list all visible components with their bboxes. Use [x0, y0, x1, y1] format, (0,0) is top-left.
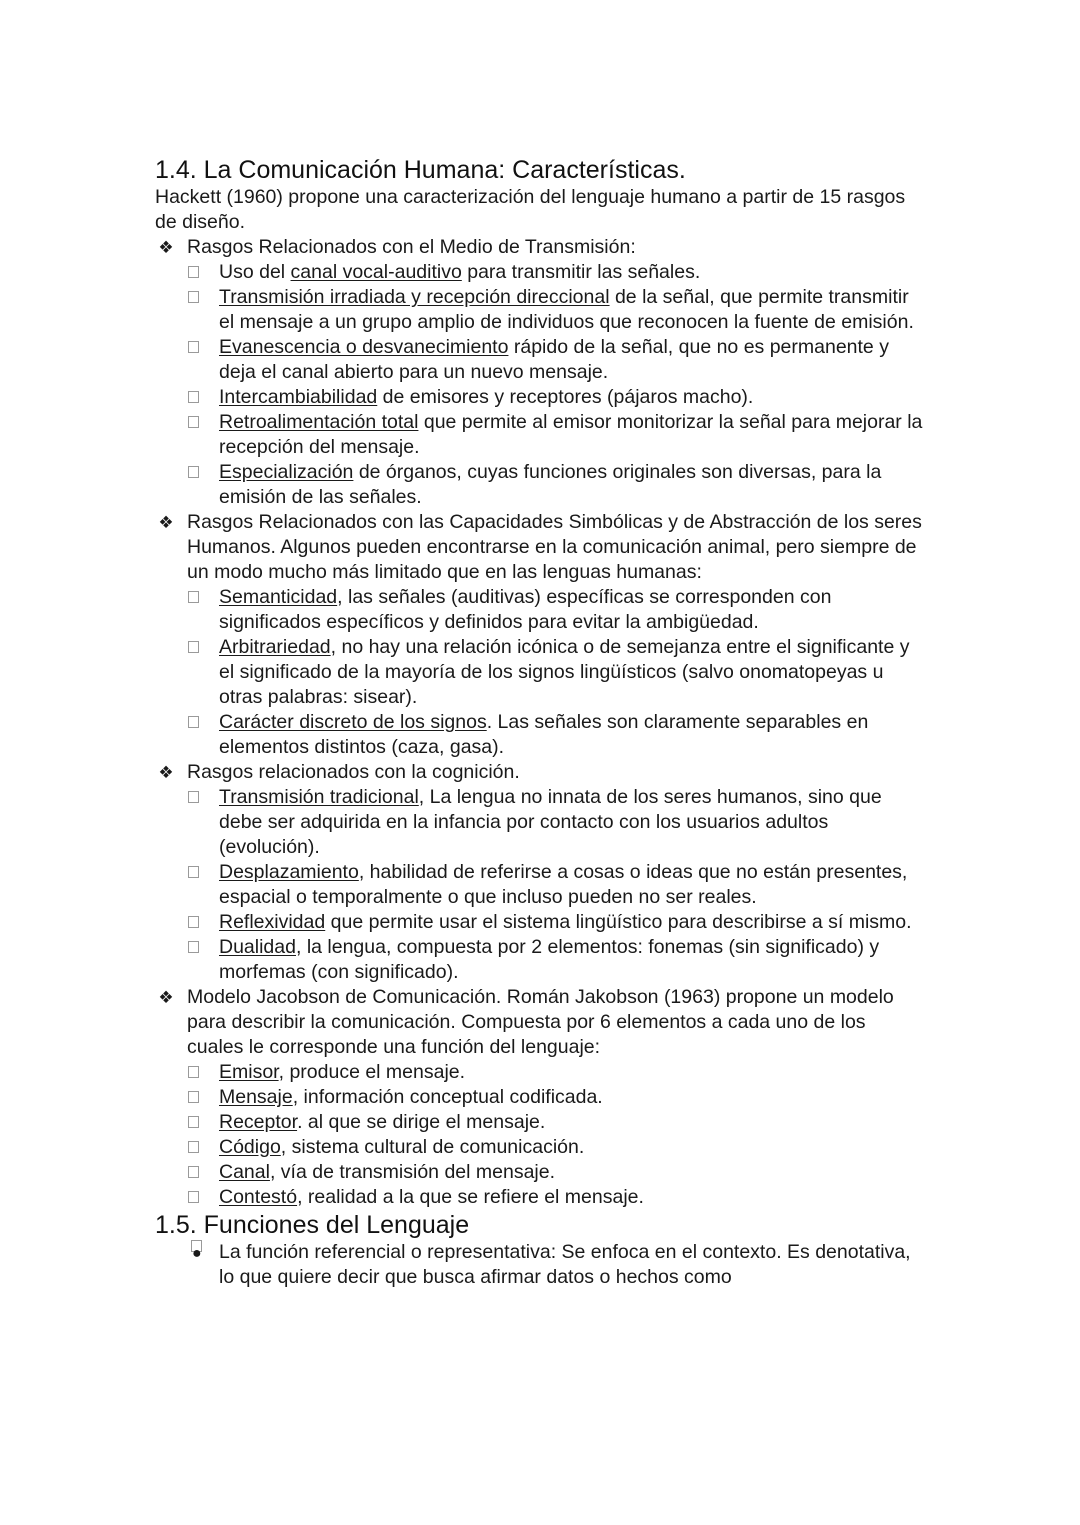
item-lead-text: Uso del: [219, 261, 291, 283]
checkbox-list-item: [155, 635, 925, 710]
item-term: Contestó: [219, 1186, 298, 1208]
item-description: , información conceptual codificada.: [292, 1086, 603, 1108]
item-term: Canal: [219, 1161, 270, 1183]
checkbox-list-item: [155, 710, 925, 760]
item-description: de emisores y receptores (pájaros macho).: [377, 386, 754, 408]
checkbox-list-item: [155, 460, 925, 510]
item-term: Emisor: [219, 1061, 279, 1083]
checkbox-icon: [188, 341, 199, 353]
item-term: Receptor: [219, 1111, 298, 1133]
diamond-bullet-icon: ❖: [158, 513, 174, 532]
item-term: Mensaje: [219, 1086, 293, 1108]
item-description: . al que se dirige el mensaje.: [297, 1111, 546, 1133]
checkbox-list-item: [155, 785, 925, 860]
checkbox-icon: [188, 1116, 199, 1128]
item-description: , la lengua, compuesta por 2 elementos: fonemas (sin significado) y morfemas (con significado).: [219, 936, 880, 983]
item-term: Retroalimentación total: [219, 411, 419, 433]
item-description: de la señal, que permite transmitir el mensaje a un grupo amplio de individuos que reconocen la fuente de emisión.: [219, 286, 914, 333]
checkbox-icon: [188, 916, 199, 928]
section-heading-1-5: 1.5. Funciones del Lenguaje: [155, 1211, 470, 1239]
item-description: que permite usar el sistema lingüístico para describirse a sí mismo.: [325, 911, 912, 933]
item-term: Reflexividad: [219, 911, 326, 933]
checkbox-icon: [188, 1091, 199, 1103]
function-list-item: [155, 1240, 925, 1290]
section-title: Rasgos relacionados con la cognición.: [187, 761, 520, 783]
checkbox-icon: [188, 391, 199, 403]
diamond-bullet-icon: ❖: [158, 763, 174, 782]
checkbox-icon: [188, 1191, 199, 1203]
checkbox-icon: [188, 266, 199, 278]
item-description: de órganos, cuyas funciones originales son diversas, para la emisión de las señales.: [219, 461, 882, 508]
item-term: canal vocal-auditivo: [290, 261, 462, 283]
item-description: , realidad a la que se refiere el mensaje.: [297, 1186, 644, 1208]
checkbox-list-item: [155, 385, 925, 410]
checkbox-icon: [188, 466, 199, 478]
intro-paragraph: Hackett (1960) propone una caracterización del lenguaje humano a partir de 15 rasgos de diseño.: [155, 186, 906, 233]
item-term: Evanescencia o desvanecimiento: [219, 336, 509, 358]
item-term: Transmisión irradiada y recepción direccional: [219, 286, 610, 308]
checkbox-list-item: [155, 335, 925, 385]
section-heading-1-4: 1.4. La Comunicación Humana: Características.: [155, 156, 686, 184]
item-description: , produce el mensaje.: [278, 1061, 466, 1083]
document-page: [155, 155, 925, 1290]
item-term: Semanticidad: [219, 586, 338, 608]
item-term: Especialización: [219, 461, 354, 483]
diamond-bullet-item: [155, 235, 925, 260]
item-description: , La lengua no innata de los seres humanos, sino que debe ser adquirida en la infancia por contacto con los usuarios adultos (evolución).: [219, 786, 882, 858]
checkbox-icon: [188, 866, 199, 878]
item-description: , vía de transmisión del mensaje.: [269, 1161, 556, 1183]
checkbox-icon: [188, 416, 199, 428]
checkbox-icon: [188, 1166, 199, 1178]
checkbox-list-item: [155, 585, 925, 635]
checkbox-icon: [188, 291, 199, 303]
section-title: Rasgos Relacionados con las Capacidades Simbólicas y de Abstracción de los seres Humanos. Algunos pueden encontrarse en la comunicación animal, pero siempre de un modo mucho más limitado que en las lenguas humanas:: [187, 511, 922, 583]
item-term: Dualidad: [219, 936, 296, 958]
item-term: Transmisión tradicional: [219, 786, 419, 808]
checkbox-list-item: [155, 1135, 925, 1160]
item-description: para transmitir las señales.: [461, 261, 701, 283]
diamond-bullet-item: [155, 760, 925, 785]
checkbox-icon: [188, 591, 199, 603]
function-text: La función referencial o representativa: Se enfoca en el contexto. Es denotativa, lo que quiere decir que busca afirmar datos o hechos como: [219, 1241, 911, 1288]
checkbox-icon: [188, 1141, 199, 1153]
sections-list: [155, 235, 925, 1210]
item-description: . Las señales son claramente separables en elementos distintos (caza, gasa).: [219, 711, 869, 758]
checkbox-icon: [188, 716, 199, 728]
item-term: Código: [219, 1136, 281, 1158]
checkbox-list-item: [155, 285, 925, 335]
checkbox-list-item: [155, 1110, 925, 1135]
item-description: rápido de la señal, que no es permanente y deja el canal abierto para un nuevo mensaje.: [219, 336, 889, 383]
diamond-bullet-icon: ❖: [158, 238, 174, 257]
checkbox-list-item: [155, 910, 925, 935]
diamond-bullet-item: [155, 985, 925, 1060]
item-term: Desplazamiento: [219, 861, 359, 883]
checkbox-icon: [188, 641, 199, 653]
checkbox-list-item: [155, 1160, 925, 1185]
checkbox-list-item: [155, 1085, 925, 1110]
item-description: , habilidad de referirse a cosas o ideas que no están presentes, espacial o temporalmente o que incluso pueden no ser reales.: [219, 861, 908, 908]
checkbox-icon: [188, 941, 199, 953]
section-title: Modelo Jacobson de Comunicación. Román Jakobson (1963) propone un modelo para describir la comunicación. Compuesta por 6 elementos a cada uno de los cuales le corresponde una función del lenguaje:: [187, 986, 894, 1058]
bullet-dot-icon: ●: [191, 1240, 202, 1252]
checkbox-list-item: [155, 1060, 925, 1085]
checkbox-list-item: [155, 260, 925, 285]
functions-list: [155, 1240, 925, 1290]
item-term: Arbitrariedad: [219, 636, 331, 658]
section-title: Rasgos Relacionados con el Medio de Transmisión:: [187, 236, 636, 258]
checkbox-list-item: [155, 1185, 925, 1210]
checkbox-list-item: [155, 410, 925, 460]
checkbox-list-item: [155, 935, 925, 985]
item-description: , no hay una relación icónica o de semejanza entre el significante y el significado de la mayoría de los signos lingüísticos (salvo onomatopeyas u otras palabras: sisear).: [219, 636, 910, 708]
checkbox-icon: [188, 791, 199, 803]
item-description: que permite al emisor monitorizar la señal para mejorar la recepción del mensaje.: [219, 411, 923, 458]
diamond-bullet-icon: ❖: [158, 988, 174, 1007]
item-term: Intercambiabilidad: [219, 386, 378, 408]
item-description: , las señales (auditivas) específicas se corresponden con significados específicos y definidos para evitar la ambigüedad.: [219, 586, 832, 633]
checkbox-icon: [188, 1066, 199, 1078]
item-description: , sistema cultural de comunicación.: [280, 1136, 585, 1158]
item-term: Carácter discreto de los signos: [219, 711, 487, 733]
diamond-bullet-item: [155, 510, 925, 585]
checkbox-list-item: [155, 860, 925, 910]
